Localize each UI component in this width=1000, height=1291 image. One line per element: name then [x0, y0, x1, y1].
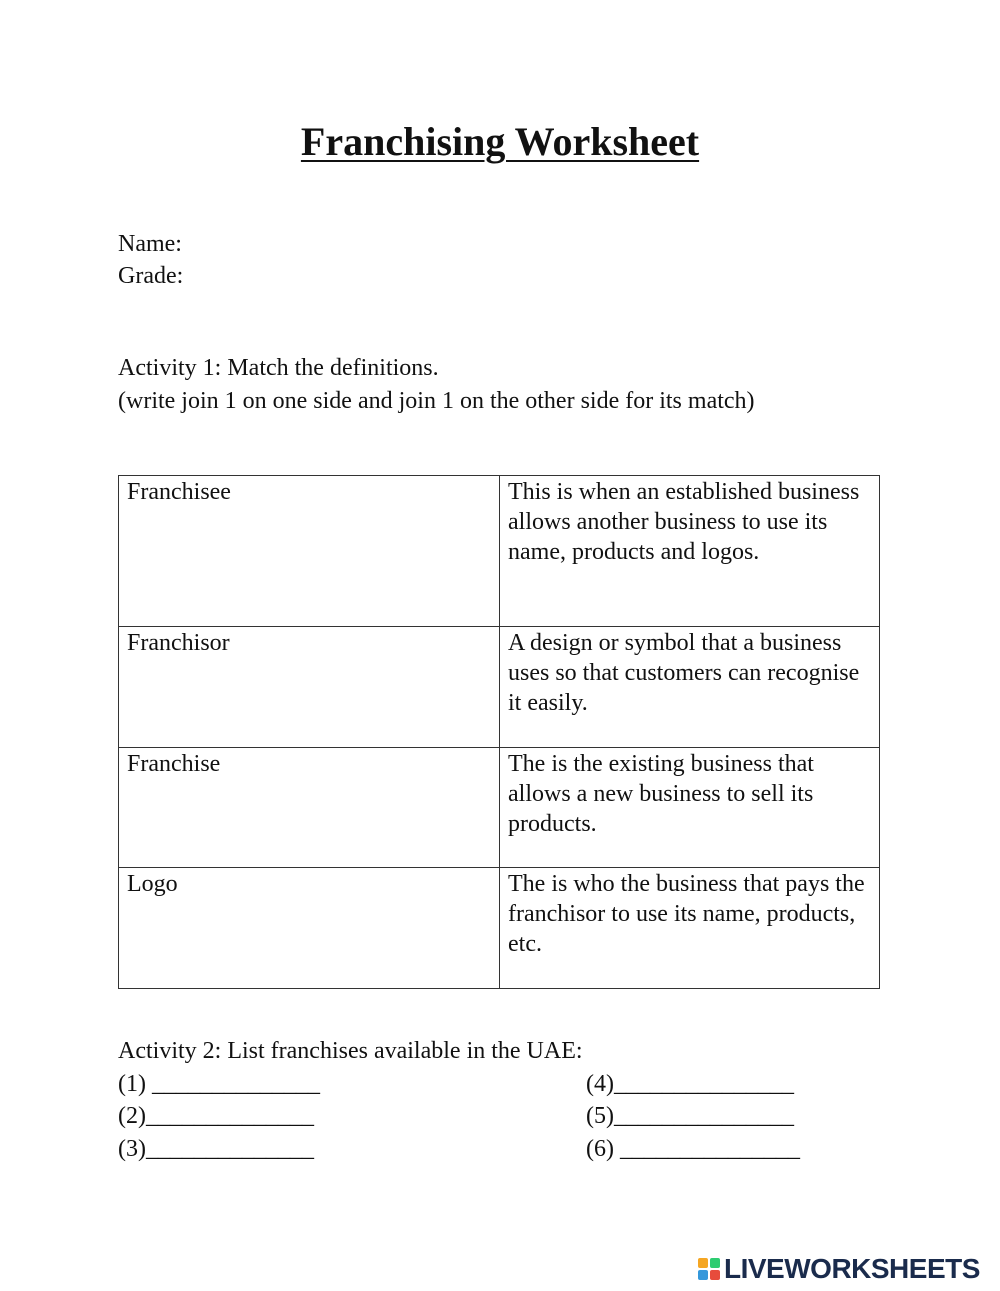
name-label: Name: [118, 231, 182, 257]
logo-block [698, 1270, 708, 1280]
answer-blank-5[interactable]: (5)_______________ [586, 1103, 794, 1129]
table-row [119, 627, 880, 748]
table-row [119, 748, 880, 868]
term-cell[interactable]: Franchisee [119, 476, 500, 627]
logo-blocks-icon [698, 1258, 720, 1280]
term-cell[interactable]: Logo [119, 868, 500, 989]
answer-blank-1[interactable]: (1) ______________ [118, 1071, 320, 1097]
worksheet-title: Franchising Worksheet [300, 119, 700, 164]
logo-block [710, 1270, 720, 1280]
definition-cell[interactable]: A design or symbol that a business uses so that customers can recognise it easily. [500, 627, 880, 748]
liveworksheets-logo [698, 1253, 980, 1285]
matching-table [118, 475, 880, 989]
definition-cell[interactable]: This is when an established business allows another business to use its name, products and logos. [500, 476, 880, 627]
definition-cell[interactable]: The is the existing business that allows a new business to sell its products. [500, 748, 880, 868]
definition-cell[interactable]: The is who the business that pays the franchisor to use its name, products, etc. [500, 868, 880, 989]
term-cell[interactable]: Franchise [119, 748, 500, 868]
activity1-instruction: (write join 1 on one side and join 1 on the other side for its match) [118, 388, 755, 414]
answer-blank-3[interactable]: (3)______________ [118, 1136, 314, 1162]
answer-blank-2[interactable]: (2)______________ [118, 1103, 314, 1129]
answer-blank-6[interactable]: (6) _______________ [586, 1136, 800, 1162]
logo-block [710, 1258, 720, 1268]
table-row [119, 476, 880, 627]
activity2-heading: Activity 2: List franchises available in the UAE: [118, 1038, 583, 1064]
logo-block [698, 1258, 708, 1268]
term-cell[interactable]: Franchisor [119, 627, 500, 748]
table-row [119, 868, 880, 989]
logo-text: LIVEWORKSHEETS [724, 1253, 980, 1284]
activity1-heading: Activity 1: Match the definitions. [118, 355, 439, 381]
answer-blank-4[interactable]: (4)_______________ [586, 1071, 794, 1097]
grade-label: Grade: [118, 263, 184, 289]
